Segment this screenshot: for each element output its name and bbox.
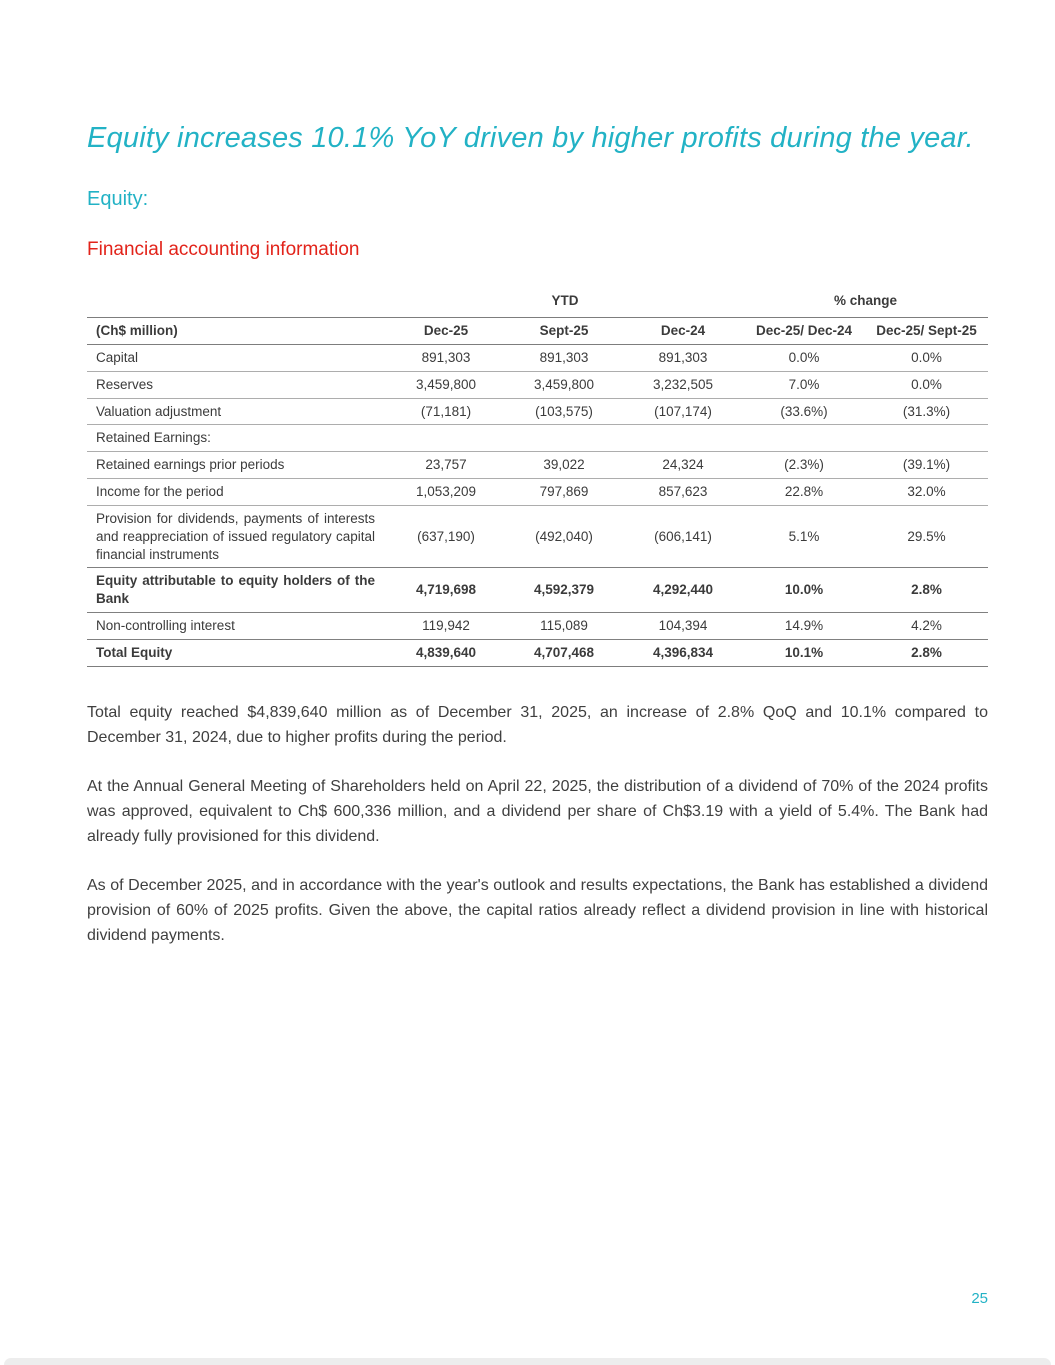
row-label: Total Equity [87,639,387,666]
table-cell [743,425,865,452]
table-cell: 104,394 [623,612,743,639]
table-cell: 24,324 [623,452,743,479]
table-row-retained-earnings-section [87,425,988,452]
group-header-pct-change: % change [834,293,898,309]
row-label: Valuation adjustment [87,398,387,425]
table-cell: 891,303 [505,345,623,372]
page-number: 25 [971,1290,988,1307]
table-cell: (103,575) [505,398,623,425]
column-header-sept25: Sept-25 [505,318,623,345]
table-cell: (637,190) [387,505,505,567]
table-cell: 0.0% [865,345,988,372]
table-cell: 4.2% [865,612,988,639]
table-cell: (31.3%) [865,398,988,425]
table-cell: 891,303 [387,345,505,372]
table-cell: 4,839,640 [387,639,505,666]
column-header-dec25-sept25: Dec-25/ Sept-25 [865,318,988,345]
table-row-reserves [87,371,988,398]
table-cell: 3,232,505 [623,371,743,398]
table-cell: 0.0% [865,371,988,398]
table-cell: 10.0% [743,568,865,613]
table-cell: (71,181) [387,398,505,425]
table-cell: (492,040) [505,505,623,567]
table-cell: 14.9% [743,612,865,639]
row-label: Provision for dividends, payments of interests and reappreciation of issued regulatory capital financial instruments [87,505,387,567]
table-cell: 4,707,468 [505,639,623,666]
table-cell [387,425,505,452]
body-paragraph-dividend-distribution: At the Annual General Meeting of Shareholders held on April 22, 2025, the distribution of a dividend of 70% of the 2024 profits was approved, equivalent to Ch$ 600,336 million, and a dividend per share of Ch$3.19 with a yield of 5.4%. The Bank had already fully provisioned for this dividend. [87,777,988,845]
column-header-dec25-dec24: Dec-25/ Dec-24 [743,318,865,345]
table-cell: 1,053,209 [387,479,505,506]
table-header-row [87,318,988,345]
table-cell: 4,592,379 [505,568,623,613]
row-label: Income for the period [87,479,387,506]
table-cell: 891,303 [623,345,743,372]
table-cell [505,425,623,452]
table-cell: 22.8% [743,479,865,506]
body-paragraph-dividend-provision: As of December 2025, and in accordance with the year's outlook and results expectations, the Bank has established a dividend provision of 60% of 2025 profits. Given the above, the capital ratios already reflect a dividend provision in line with historical dividend payments. [87,876,988,944]
table-cell: (2.3%) [743,452,865,479]
group-header-ytd: YTD [551,293,579,309]
table-cell: (39.1%) [865,452,988,479]
table-row-provision-dividends [87,505,988,567]
table-row-capital [87,345,988,372]
row-label: Equity attributable to equity holders of the Bank [87,568,387,613]
group-header-spacer [87,288,387,317]
table-cell: 29.5% [865,505,988,567]
table-cell: 7.0% [743,371,865,398]
table-cell: 2.8% [865,639,988,666]
table-cell: 115,089 [505,612,623,639]
row-label: Non-controlling interest [87,612,387,639]
table-cell: (33.6%) [743,398,865,425]
table-cell: 119,942 [387,612,505,639]
row-label: Retained Earnings: [87,425,387,452]
body-paragraph-total-equity: Total equity reached $4,839,640 million as of December 31, 2025, an increase of 2.8% QoQ and 10.1% compared to December 31, 2024, due to higher profits during the period. [87,703,988,746]
table-row-income-for-period [87,479,988,506]
table-cell: 23,757 [387,452,505,479]
table-cell: 5.1% [743,505,865,567]
page-title: Equity increases 10.1% YoY driven by higher profits during the year. [87,122,974,154]
table-cell [623,425,743,452]
table-cell: 4,292,440 [623,568,743,613]
horizontal-scrollbar[interactable] [4,1358,1051,1365]
table-cell: 3,459,800 [387,371,505,398]
section-heading-equity: Equity: [87,188,149,211]
column-header-unit: (Ch$ million) [87,318,387,345]
row-label: Capital [87,345,387,372]
table-row-non-controlling-interest [87,612,988,639]
table-group-header-row [87,288,988,317]
table-cell: 10.1% [743,639,865,666]
table-cell [865,425,988,452]
table-row-retained-earnings-prior [87,452,988,479]
subsection-heading-financial-accounting: Financial accounting information [87,239,360,261]
table-cell: 4,396,834 [623,639,743,666]
table-cell: 0.0% [743,345,865,372]
column-header-dec24: Dec-24 [623,318,743,345]
table-cell: 32.0% [865,479,988,506]
financial-accounting-table [87,288,988,666]
table-cell: 857,623 [623,479,743,506]
table-cell: 797,869 [505,479,623,506]
row-label: Retained earnings prior periods [87,452,387,479]
row-label: Reserves [87,371,387,398]
table-row-valuation-adjustment [87,398,988,425]
table-cell: (107,174) [623,398,743,425]
table-cell: 2.8% [865,568,988,613]
table-cell: 4,719,698 [387,568,505,613]
table-row-equity-attributable [87,568,988,613]
column-header-dec25: Dec-25 [387,318,505,345]
table-row-total-equity [87,639,988,666]
table-cell: 3,459,800 [505,371,623,398]
table-cell: (606,141) [623,505,743,567]
table-cell: 39,022 [505,452,623,479]
